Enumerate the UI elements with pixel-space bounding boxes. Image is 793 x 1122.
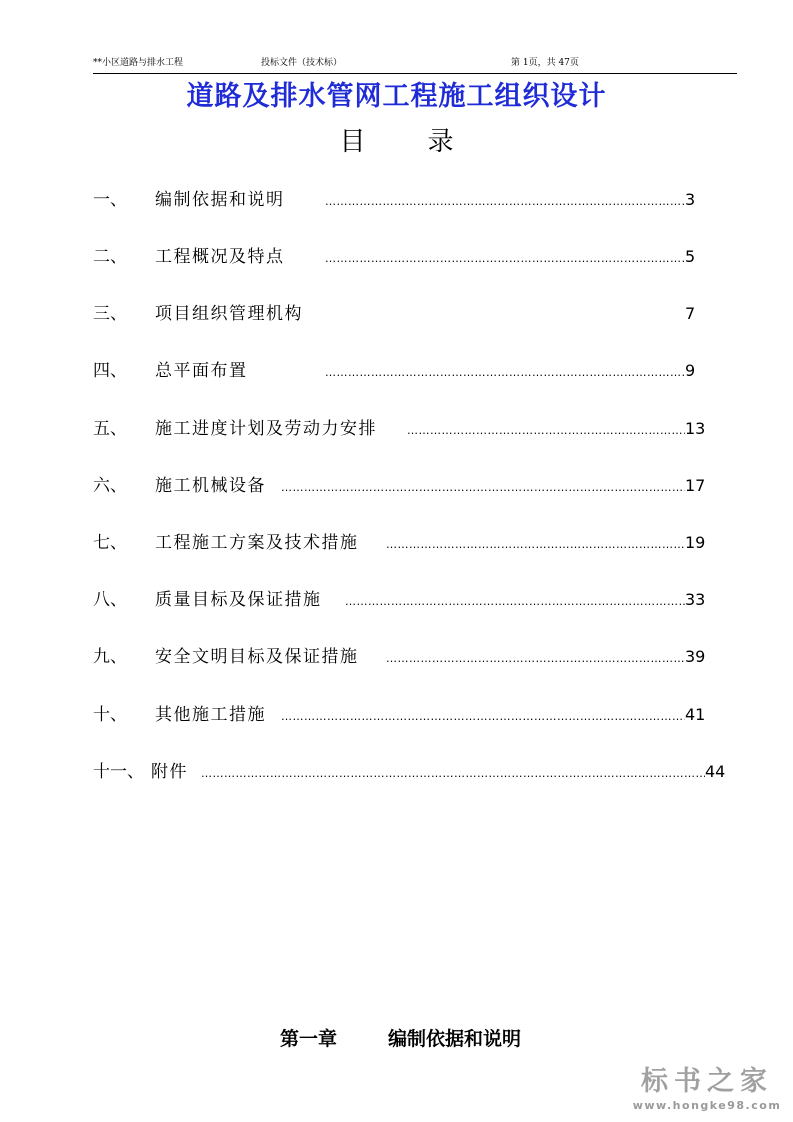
toc-entry[interactable] xyxy=(93,417,713,441)
watermark-name: 标书之家 xyxy=(641,1066,773,1097)
chapter-title: 编制依据和说明 xyxy=(388,1028,522,1050)
header-document-type: 投标文件（技术标） xyxy=(261,58,343,68)
toc-entry-page: 33 xyxy=(685,590,706,609)
toc-entry-page: 3 xyxy=(685,190,696,209)
toc-entry-number: 五、 xyxy=(93,419,127,439)
page-header xyxy=(93,55,737,74)
toc-heading-char-2: 录 xyxy=(427,127,454,157)
toc-entry-page: 9 xyxy=(685,361,696,380)
toc-leader-dots xyxy=(325,188,685,212)
toc-entry-number: 一、 xyxy=(93,190,127,210)
toc-entry-number: 九、 xyxy=(93,647,127,667)
toc-entry-label: 施工机械设备 xyxy=(155,476,266,496)
toc-entry[interactable] xyxy=(93,474,713,498)
toc-entry-page: 41 xyxy=(685,705,706,724)
toc-entry[interactable] xyxy=(93,703,713,727)
toc-entry-page: 7 xyxy=(685,304,696,323)
toc-entry-label: 质量目标及保证措施 xyxy=(155,590,322,610)
toc-leader-dots xyxy=(407,417,685,441)
watermark-logo xyxy=(632,1065,782,1113)
toc-leader-dots xyxy=(281,703,685,727)
toc-entry[interactable] xyxy=(93,245,713,269)
toc-entry[interactable] xyxy=(93,188,713,212)
toc-entry-page: 5 xyxy=(685,247,696,266)
toc-entry[interactable] xyxy=(93,302,713,326)
header-page-number: 第 1页，共 47页 xyxy=(511,58,579,68)
toc-entry-label: 总平面布置 xyxy=(155,361,248,381)
toc-entry[interactable] xyxy=(93,359,713,383)
toc-entry-page: 17 xyxy=(685,476,706,495)
toc-entry-page: 19 xyxy=(685,533,706,552)
toc-heading-char-1: 目 xyxy=(339,127,366,157)
toc-entry-number: 六、 xyxy=(93,476,127,496)
toc-leader-dots xyxy=(386,645,685,669)
toc-leader-dots xyxy=(386,531,685,555)
toc-entry[interactable] xyxy=(93,588,713,612)
toc-entry-number: 四、 xyxy=(93,361,127,381)
toc-heading xyxy=(0,125,793,159)
toc-entry-page: 13 xyxy=(685,419,706,438)
toc-leader-dots xyxy=(325,359,685,383)
document-title: 道路及排水管网工程施工组织设计 xyxy=(186,81,607,112)
toc-leader-dots xyxy=(345,588,685,612)
toc-leader-dots xyxy=(281,474,685,498)
toc-entry[interactable] xyxy=(93,760,733,784)
toc-entry-label: 工程概况及特点 xyxy=(155,247,285,267)
toc-entry-number: 十、 xyxy=(93,705,127,725)
toc-entry-page: 44 xyxy=(705,762,726,781)
toc-entry-label: 工程施工方案及技术措施 xyxy=(155,533,359,553)
toc-leader-dots xyxy=(201,760,705,784)
toc-entry-label: 项目组织管理机构 xyxy=(155,304,303,324)
toc-entry-number: 二、 xyxy=(93,247,127,267)
chapter-heading xyxy=(280,1025,521,1053)
chapter-number: 第一章 xyxy=(280,1028,338,1050)
toc-entry-label: 其他施工措施 xyxy=(155,705,266,725)
toc-entry-label: 附件 xyxy=(151,762,188,782)
toc-entry-label: 安全文明目标及保证措施 xyxy=(155,647,359,667)
toc-entry-number: 三、 xyxy=(93,304,127,324)
toc-entry[interactable] xyxy=(93,531,713,555)
watermark-url: www.hongke98.com xyxy=(632,1099,782,1112)
toc-entry-label: 编制依据和说明 xyxy=(155,190,285,210)
toc-entry[interactable] xyxy=(93,645,713,669)
toc-entry-page: 39 xyxy=(685,647,706,666)
toc-entry-number: 八、 xyxy=(93,590,127,610)
toc-entry-label: 施工进度计划及劳动力安排 xyxy=(155,419,377,439)
toc-entry-number: 十一、 xyxy=(93,762,144,782)
header-project-name: **小区道路与排水工程 xyxy=(93,58,184,68)
toc-leader-dots xyxy=(325,245,685,269)
toc-entry-number: 七、 xyxy=(93,533,127,553)
